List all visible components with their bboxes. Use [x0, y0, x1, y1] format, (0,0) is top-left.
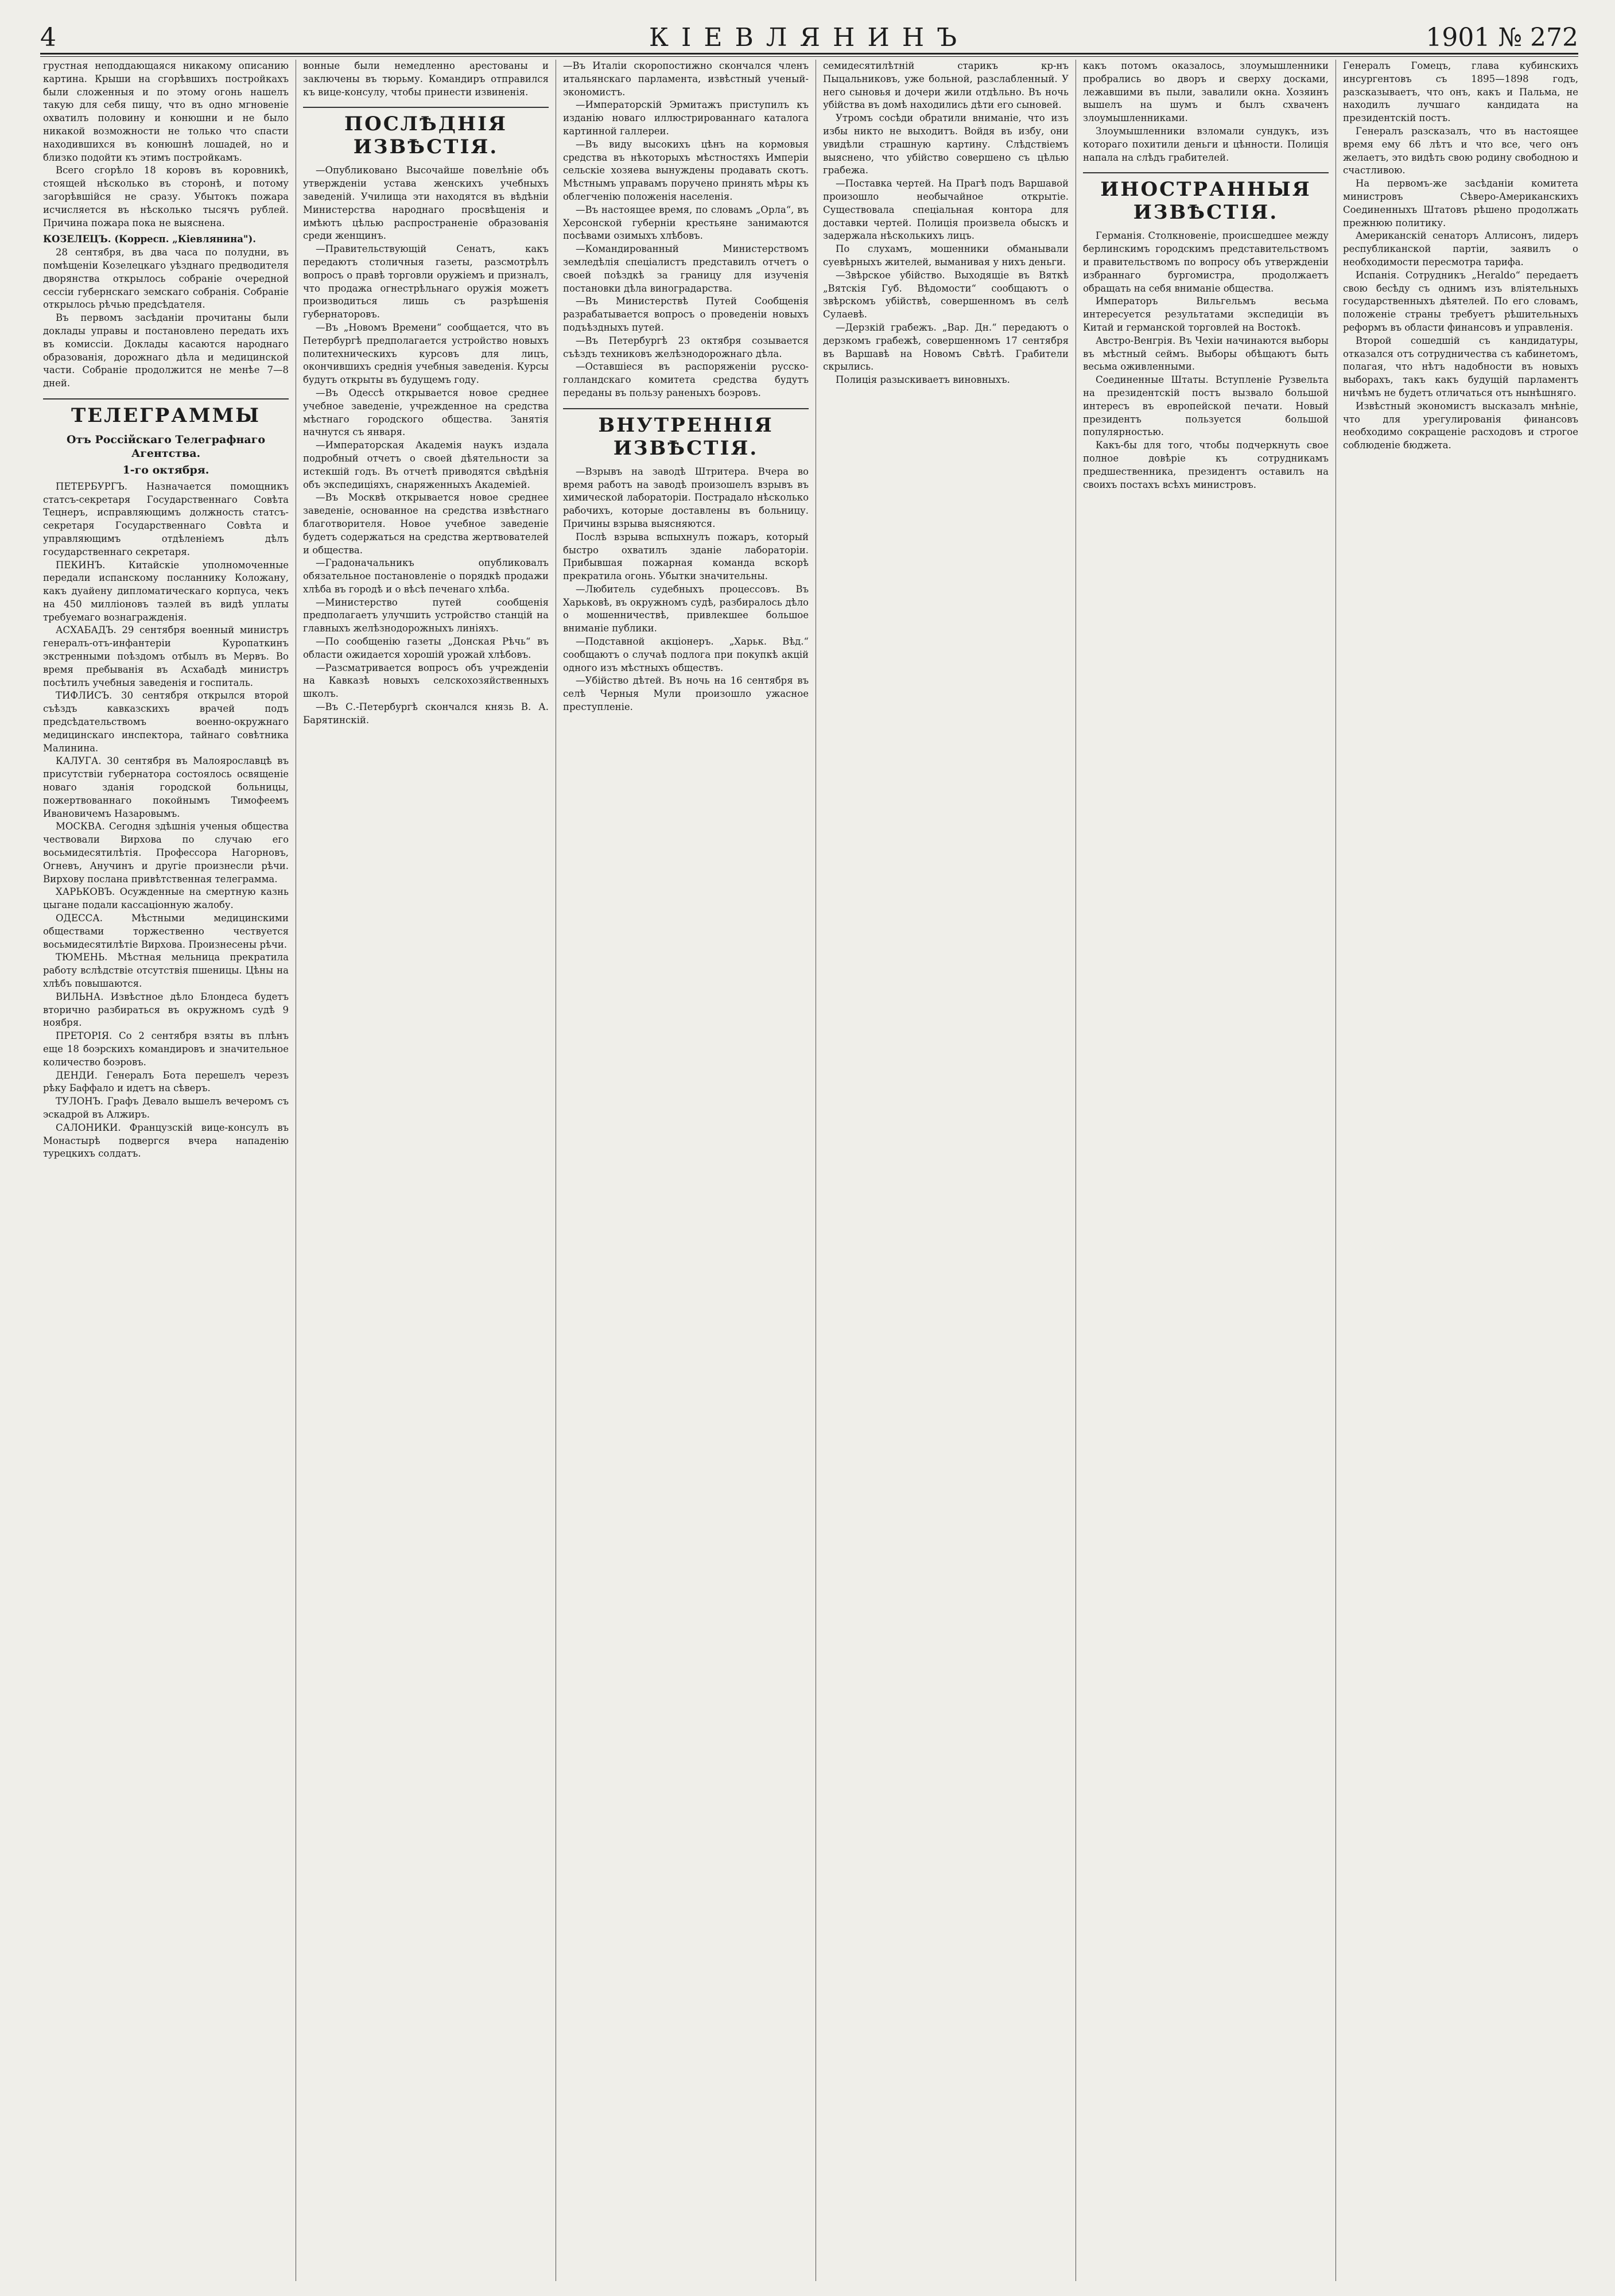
news-item: —Поставка чертей. На Прагѣ подъ Варшавой произошло необычайное открытіе. Существовала спеціальная контора для доставки чертей. Полиція произвела обыскъ и задержала нѣсколькихъ лицъ.: [823, 178, 1069, 242]
section-heading-latest-news: ПОСЛѢДНІЯ ИЗВѢСТІЯ.: [303, 107, 549, 158]
news-item: —Въ Италіи скоропостижно скончался членъ итальянскаго парламента, извѣстный ученый-экономистъ.: [563, 60, 809, 98]
telegram-item: ТУЛОНЪ. Графъ Девало вышелъ вечеромъ съ эскадрой въ Алжиръ.: [43, 1096, 289, 1120]
news-item: —Командированный Министерствомъ земледѣлія спеціалистъ представилъ отчетъ о своей поѣздкѣ за границу для изученія постановки дѣла виноградарства.: [563, 243, 809, 294]
telegram-item: АСХАБАДЪ. 29 сентября военный министръ генералъ-отъ-инфантеріи Куропаткинъ экстренными поѣздомъ отбылъ въ Мервъ. Во время пребыванія въ Асхабадѣ министръ посѣтилъ учебныя заведенія и госпиталь.: [43, 625, 289, 688]
news-item: Генералъ разсказалъ, что въ настоящее время ему 66 лѣтъ и что все, чего онъ желаетъ, это видѣть свою родину свободною и счастливою.: [1343, 125, 1578, 176]
news-item: На первомъ-же засѣданіи комитета министровъ Сѣверо-Американскихъ Соединенныхъ Штатовъ рѣшено продолжать прежнюю политику.: [1343, 178, 1578, 228]
article-text: вонные были немедленно арестованы и заключены въ тюрьму. Командиръ отправился къ вице-консулу, чтобы принести извиненія.: [303, 60, 549, 98]
column-6: [1343, 60, 1578, 2281]
news-item: Американскій сенаторъ Аллисонъ, лидеръ республиканской партіи, заявилъ о необходимости пересмотра тарифа.: [1343, 230, 1578, 267]
newspaper-title: КІЕВЛЯНИНЪ: [649, 23, 970, 52]
news-item: —Опубликовано Высочайше повелѣніе объ утвержденіи устава женскихъ учебныхъ заведеній. Училища эти находятся въ вѣдѣніи Министерства народнаго просвѣщенія и имѣютъ цѣлью распространеніе образованія среди женщинъ.: [303, 165, 549, 242]
news-item: —Любитель судебныхъ процессовъ. Въ Харьковѣ, въ окружномъ судѣ, разбиралось дѣло о мошенничествѣ, привлекшее большое вниманіе публики.: [563, 583, 809, 634]
news-item: Австро-Венгрія. Въ Чехіи начинаются выборы въ мѣстный сеймъ. Выборы обѣщаютъ быть весьма оживленными.: [1083, 335, 1329, 373]
article-text: Въ первомъ засѣданіи прочитаны были доклады управы и постановлено передать ихъ въ комиссіи. Доклады касаются народнаго образованія, дорожнаго дѣла и медицинской части. Собраніе продолжится не менѣе 7—8 дней.: [43, 312, 289, 389]
news-item: —Въ Петербургѣ 23 октября созывается съѣздъ техниковъ желѣзнодорожнаго дѣла.: [563, 335, 809, 359]
page-number: 4: [40, 23, 56, 52]
news-item: —Звѣрское убійство. Выходящіе въ Вяткѣ „Вятскія Губ. Вѣдомости“ сообщаютъ о звѣрскомъ убійствѣ, совершенномъ въ селѣ Сулаевѣ.: [823, 269, 1069, 320]
news-item: Полиція разыскиваетъ виновныхъ.: [836, 374, 1010, 386]
news-item: —Подставной акціонеръ. „Харьк. Вѣд.“ сообщаютъ о случаѣ подлога при покупкѣ акцій одного изъ мѣстныхъ обществъ.: [563, 636, 809, 673]
article-text: 28 сентября, въ два часа по полудни, въ помѣщеніи Козелецкаго уѣзднаго предводителя дворянства открылось собраніе очередной сессіи губернскаго земскаго собранія. Собраніе открылось рѣчью предсѣдателя.: [43, 247, 289, 311]
news-item: Соединенные Штаты. Вступленіе Рузвельта на президентскій постъ вызвало большой интересъ въ европейской печати. Новый президентъ пользуется большой популярностью.: [1083, 374, 1329, 438]
telegram-item: ПРЕТОРІЯ. Со 2 сентября взяты въ плѣнъ еще 18 боэрскихъ командировъ и значительное количество боэровъ.: [43, 1030, 289, 1068]
news-item: Послѣ взрыва вспыхнулъ пожаръ, который быстро охватилъ зданіе лабораторіи. Прибывшая пожарная команда вскорѣ прекратила огонь. Убытки значительны.: [563, 531, 809, 582]
news-item: —Въ Одессѣ открывается новое среднее учебное заведеніе, учрежденное на средства мѣстнаго городского общества. Занятія начнутся съ января.: [303, 387, 549, 438]
news-item: —Градоначальникъ опубликовалъ обязательное постановленіе о порядкѣ продажи хлѣба въ городѣ и о вѣсѣ печенаго хлѣба.: [303, 557, 549, 595]
masthead-rule: [40, 53, 1578, 55]
column-4: [823, 60, 1069, 2281]
news-item: —По сообщенію газеты „Донская Рѣчь“ въ области ожидается хорошій урожай хлѣбовъ.: [303, 636, 549, 660]
telegram-item: ТИФЛИСЪ. 30 сентября открылся второй съѣздъ кавказскихъ врачей подъ предсѣдательствомъ военно-окружнаго медицинскаго инспектора, тайнаго совѣтника Малинина.: [43, 690, 289, 754]
news-item: —Въ виду высокихъ цѣнъ на кормовыя средства въ нѣкоторыхъ мѣстностяхъ Имперіи сельскіе хозяева вынуждены продавать скотъ. Мѣстнымъ управамъ поручено принять мѣры къ облегченію положенія населенія.: [563, 138, 809, 202]
news-item: Генералъ Гомецъ, глава кубинскихъ инсургентовъ съ 1895—1898 годъ, разсказываетъ, что онъ, какъ и Пальма, не находилъ лучшаго кандидата на президентскій постъ.: [1343, 60, 1578, 124]
news-item: —Правительствующій Сенатъ, какъ передаютъ столичныя газеты, разсмотрѣлъ вопросъ о правѣ торговли оружіемъ и призналъ, что продажа огнестрѣльнаго оружія можетъ производиться лишь съ разрѣшенія губернаторовъ.: [303, 243, 549, 320]
masthead: [40, 23, 1578, 52]
issue-date: 1901 № 272: [1426, 23, 1578, 52]
news-item: Какъ-бы для того, чтобы подчеркнуть свое полное довѣріе къ сотрудникамъ предшественника, президентъ оставилъ на своихъ постахъ всѣхъ министровъ.: [1083, 440, 1329, 490]
column-1: [43, 60, 289, 2281]
news-item: Испанія. Сотрудникъ „Heraldo“ передаетъ свою бесѣду съ однимъ изъ вліятельныхъ государственныхъ дѣятелей. По его словамъ, положеніе страны требуетъ рѣшительныхъ реформъ въ области финансовъ и управленія.: [1343, 269, 1578, 333]
telegram-item: САЛОНИКИ. Французскій вице-консулъ въ Монастырѣ подвергся вчера нападенію турецкихъ солдатъ.: [43, 1122, 289, 1159]
section-heading-telegrams: ТЕЛЕГРАММЫ: [43, 398, 289, 427]
news-item: —Дерзкій грабежъ. „Вар. Дн.“ передаютъ о дерзкомъ грабежѣ, совершенномъ 17 сентября въ Варшавѣ на Новомъ Свѣтѣ. Грабители скрылись.: [823, 321, 1069, 373]
telegram-item: КАЛУГА. 30 сентября въ Малоярославцѣ въ присутствіи губернатора состоялось освященіе новаго зданія городской больницы, пожертвованнаго покойнымъ Тимофеемъ Ивановичемъ Назаровымъ.: [43, 755, 289, 819]
telegram-item: ПЕКИНЪ. Китайскіе уполномоченные передали испанскому посланнику Коложану, какъ дуайену дипломатическаго корпуса, чекъ на 450 милліоновъ таэлей въ видѣ уплаты требуемаго вознагражденія.: [43, 559, 289, 623]
news-item: —Въ Москвѣ открывается новое среднее заведеніе, основанное на средства извѣстнаго благотворителя. Новое учебное заведеніе будетъ содержаться на средства жертвователей и общества.: [303, 492, 549, 556]
news-item: —Императорская Академія наукъ издала подробный отчетъ о своей дѣятельности за истекшій годъ. Въ отчетѣ приводятся свѣдѣнія объ экспедиціяхъ, снаряженныхъ Академіей.: [303, 440, 549, 490]
section-subheading: Отъ Россійскаго Телеграфнаго Агентства.: [66, 433, 266, 460]
news-item: —Въ настоящее время, по словамъ „Орла“, въ Херсонской губерніи крестьяне занимаются посѣвами озимыхъ хлѣбовъ.: [563, 204, 809, 242]
news-item: —Въ „Новомъ Времени“ сообщается, что въ Петербургѣ предполагается устройство новыхъ политехническихъ курсовъ для лицъ, окончившихъ среднія учебныя заведенія. Курсы будутъ открыты въ будущемъ году.: [303, 321, 549, 386]
news-item: Второй сошедшій съ кандидатуры, отказался отъ сотрудничества съ кабинетомъ, полагая, что нѣтъ надобности въ новыхъ выборахъ, такъ какъ будущій парламентъ ничѣмъ не будетъ отличаться отъ нынѣшняго.: [1343, 335, 1578, 398]
column-5: [1083, 60, 1329, 2281]
telegram-item: ОДЕССА. Мѣстными медицинскими обществами торжественно чествуется восьмидесятилѣтіе Вирхова. Произнесены рѣчи.: [43, 913, 289, 950]
telegram-dateline: 1-го октября.: [122, 463, 209, 476]
telegram-item: ХАРЬКОВЪ. Осужденные на смертную казнь цыгане подали кассаціонную жалобу.: [43, 886, 289, 911]
column-3: [563, 60, 809, 2281]
news-item: —Въ Министерствѣ Путей Сообщенія разрабатывается вопросъ о проведеніи новыхъ подъѣздныхъ путей.: [563, 296, 809, 333]
news-item: —Разсматривается вопросъ объ учрежденіи на Кавказѣ новыхъ селскохозяйственныхъ школъ.: [303, 662, 549, 700]
news-item: Злоумышленники взломали сундукъ, изъ котораго похитили деньги и цѣнности. Полиція напала на слѣдъ грабителей.: [1083, 125, 1329, 163]
news-item: какъ потомъ оказалось, злоумышленники пробрались во дворъ и сверху досками, лежавшими въ пыли, завалили окна. Хозяинъ вышелъ на шумъ и былъ схваченъ злоумышленниками.: [1083, 60, 1329, 124]
news-item: —Оставшіеся въ распоряженіи русско-голландскаго комитета средства будутъ переданы въ пользу раненыхъ боэровъ.: [563, 361, 809, 398]
section-heading-domestic-news: ВНУТРЕННІЯ ИЗВѢСТІЯ.: [563, 408, 809, 460]
news-item: Утромъ сосѣди обратили вниманіе, что изъ избы никто не выходитъ. Войдя въ избу, они увидѣли страшную картину. Слѣдствіемъ выяснено, что убійство совершено съ цѣлью грабежа.: [823, 113, 1069, 176]
news-item: —Въ С.-Петербургѣ скончался князь В. А. Барятинскій.: [303, 701, 549, 726]
telegram-item: ВИЛЬНА. Извѣстное дѣло Блондеса будетъ вторично разбираться въ окружномъ судѣ 9 ноября.: [43, 991, 289, 1029]
section-heading-foreign-news: ИНОСТРАННЫЯ ИЗВѢСТІЯ.: [1083, 172, 1329, 224]
news-item: По слухамъ, мошенники обманывали суевѣрныхъ жителей, выманивая у нихъ деньги.: [823, 243, 1069, 267]
telegram-item: ТЮМЕНЬ. Мѣстная мельница прекратила работу вслѣдствіе отсутствія пшеницы. Цѣны на хлѣбъ повышаются.: [43, 952, 289, 989]
news-item: —Убійство дѣтей. Въ ночь на 16 сентября въ селѣ Черныя Мули произошло ужасное преступленіе.: [563, 675, 809, 713]
news-item: —Министерство путей сообщенія предполагаетъ улучшить устройство станцій на главныхъ желѣзнодорожныхъ линіяхъ.: [303, 596, 549, 634]
news-item: Извѣстный экономистъ высказалъ мнѣніе, что для урегулированія финансовъ необходимо сокращеніе расходовъ и строгое соблюденіе бюджета.: [1343, 400, 1578, 451]
masthead-rule-thin: [40, 56, 1578, 57]
news-item: Императоръ Вильгельмъ весьма интересуется результатами экспедиціи въ Китай и германской торговлей на Востокѣ.: [1083, 296, 1329, 333]
correspondent-line: КОЗЕЛЕЦЪ. (Корресп. „Кіевлянина").: [43, 234, 257, 245]
article-text: грустная неподдающаяся никакому описанию картина. Крыши на сгорѣвшихъ постройкахъ были сложенныя и по этому огонь нашелъ такую для себя пищу, что въ одно мгновеніе охватилъ половину и конюшни и не было никакой возможности не только что спасти находившихся въ конюшнѣ лошадей, но и близко подойти къ этимъ постройкамъ.: [43, 60, 289, 163]
telegram-item: ПЕТЕРБУРГЪ. Назначается помощникъ статсъ-секретаря Государственнаго Совѣта Тецнеръ, исправляющимъ должность статсъ-секретаря Государственнаго Совѣта и управляющимъ отдѣленіемъ дѣлъ государственнаго секретаря.: [43, 480, 289, 557]
news-item: семидесятилѣтній старикъ кр-нъ Пыцальниковъ, уже больной, разслабленный. У него сыновья и дочери жили отдѣльно. Въ ночь убійства въ домѣ находились дѣти его сыновей.: [823, 60, 1069, 111]
news-item: Германія. Столкновеніе, происшедшее между берлинскимъ городскимъ представительствомъ и правительствомъ по вопросу объ утвержденіи избраннаго бургомистра, продолжаетъ обращать на себя вниманіе общества.: [1083, 230, 1329, 294]
article-text: Всего сгорѣло 18 коровъ въ коровникѣ, стоящей нѣсколько въ сторонѣ, и потому загорѣвшійся не сразу. Убытокъ пожара исчисляется въ нѣсколько тысячъ рублей. Причина пожара пока не выяснена.: [43, 165, 289, 228]
telegram-item: ДЕНДИ. Генералъ Бота перешелъ черезъ рѣку Баффало и идетъ на сѣверъ.: [43, 1069, 289, 1094]
news-item: —Императорскій Эрмитажъ приступилъ къ изданію новаго иллюстрированнаго каталога картинной галлереи.: [563, 99, 809, 137]
column-2: [303, 60, 549, 2281]
news-item: —Взрывъ на заводѣ Штритера. Вчера во время работъ на заводѣ произошелъ взрывъ въ химической лабораторіи. Пострадало нѣсколько рабочихъ, которые доставлены въ больницу. Причины взрыва выясняются.: [563, 466, 809, 529]
telegram-item: МОСКВА. Сегодня здѣшнія ученыя общества чествовали Вирхова по случаю его восьмидесятилѣтія. Профессора Нагорновъ, Огневъ, Анучинъ и другіе произнесли рѣчи. Вирхову послана привѣтственная телеграмма.: [43, 821, 289, 885]
